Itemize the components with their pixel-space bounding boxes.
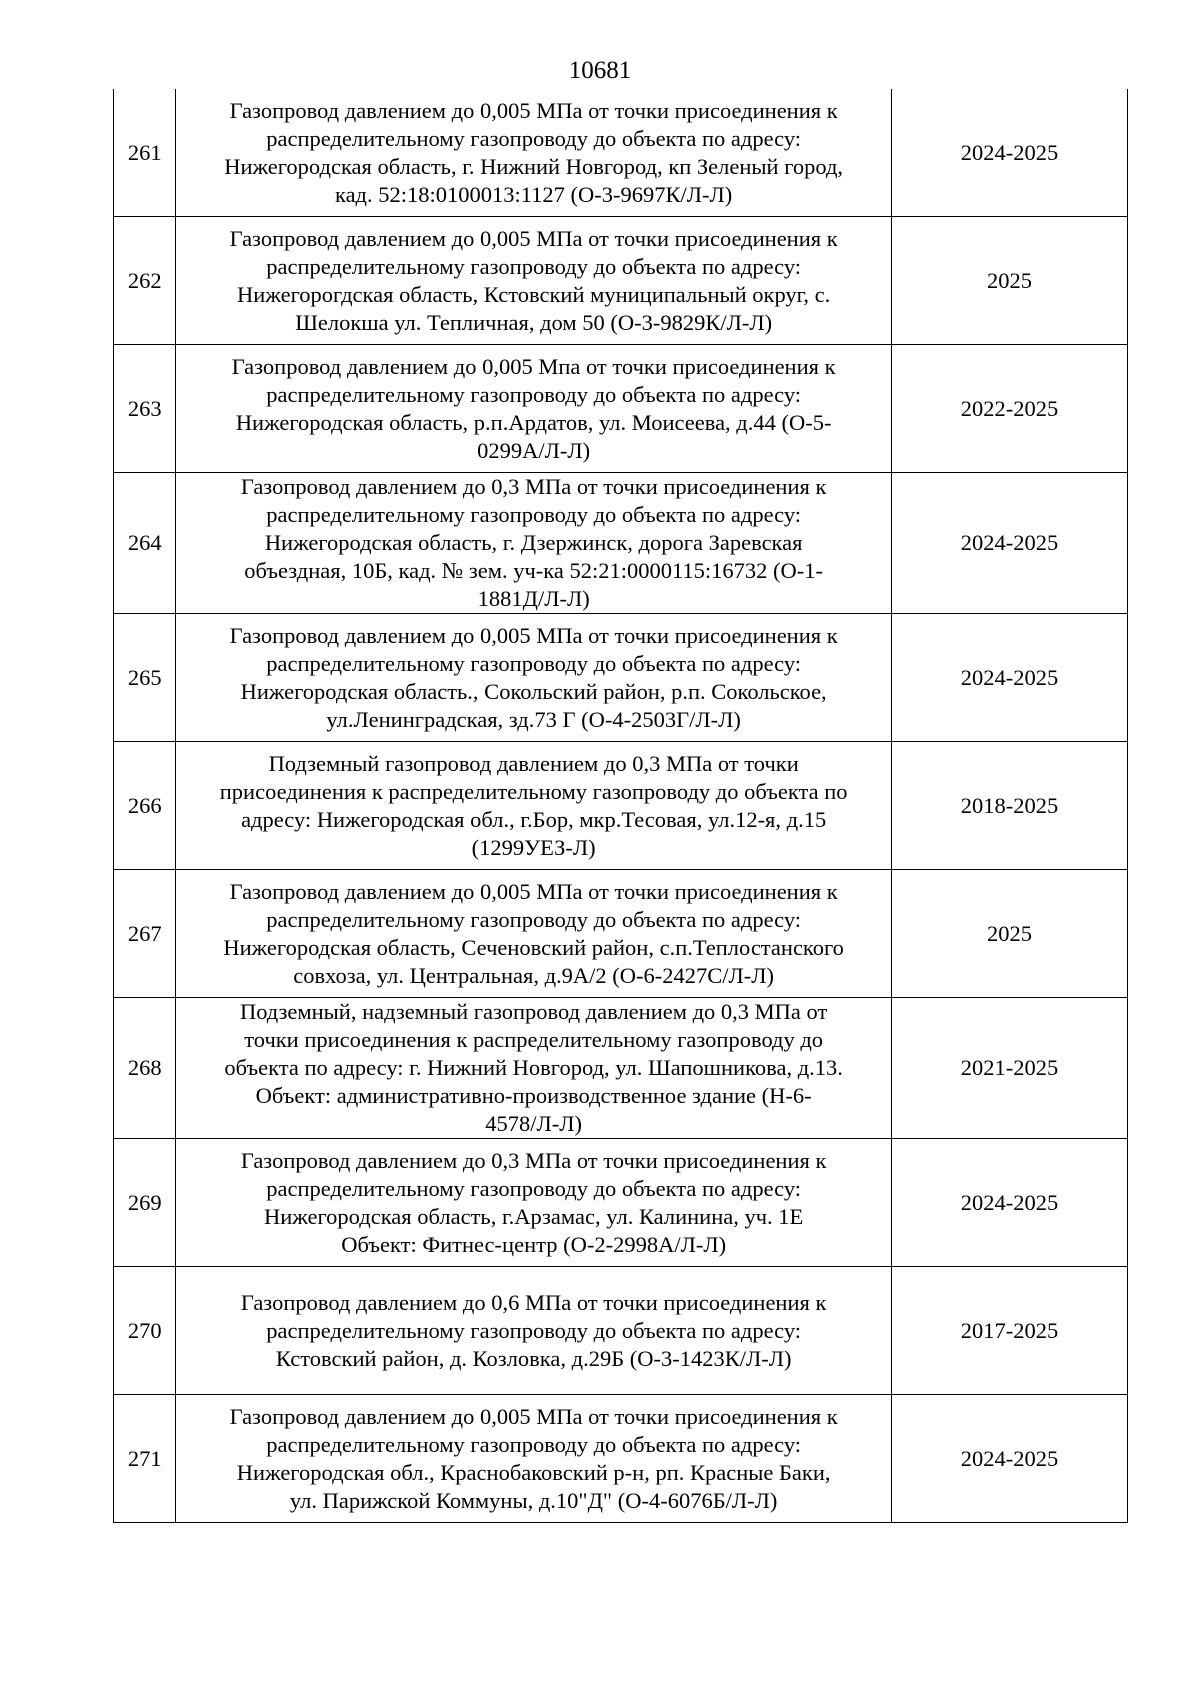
- row-period: 2025: [891, 217, 1127, 345]
- row-number: 267: [114, 870, 176, 998]
- table-row: [114, 1267, 1128, 1395]
- row-description: Газопровод давлением до 0,6 МПа от точки присоединения к распределительному газопроводу до объекта по адресу: Кстовский район, д. Козловка, д.29Б (О-3-1423К/Л-Л): [176, 1267, 892, 1395]
- table-row: [114, 614, 1128, 742]
- row-number: 263: [114, 345, 176, 473]
- row-period: 2024-2025: [891, 89, 1127, 217]
- page-number: 10681: [568, 57, 632, 84]
- row-period: 2024-2025: [891, 1139, 1127, 1267]
- gas-pipeline-table: [113, 89, 1128, 1523]
- row-period: 2017-2025: [891, 1267, 1127, 1395]
- table-row: [114, 89, 1128, 217]
- row-description: Газопровод давлением до 0,005 МПа от точки присоединения к распределительному газопроводу до объекта по адресу: Нижегорогдская область, Кстовский муниципальный округ, с. Шелокша ул. Тепличная, дом 50 (О-3-9829К/Л-Л): [176, 217, 892, 345]
- row-description: Газопровод давлением до 0,005 МПа от точки присоединения к распределительному газопроводу до объекта по адресу: Нижегородская область, г. Нижний Новгород, кп Зеленый город, кад. 52:18:0100013:1127 (О-3-9697К/Л-Л): [176, 89, 892, 217]
- row-description: Подземный, надземный газопровод давлением до 0,3 МПа от точки присоединения к распределительному газопроводу до объекта по адресу: г. Нижний Новгород, ул. Шапошникова, д.13. Объект: административно-производственное здание (Н-6- 4578/Л-Л): [176, 998, 892, 1139]
- row-period: 2021-2025: [891, 998, 1127, 1139]
- row-period: 2024-2025: [891, 473, 1127, 614]
- row-description: Газопровод давлением до 0,005 МПа от точки присоединения к распределительному газопроводу до объекта по адресу: Нижегородская область., Сокольский район, р.п. Сокольское, ул.Ленинградская, зд.73 Г (О-4-2503Г/Л-Л): [176, 614, 892, 742]
- table-row: [114, 1395, 1128, 1523]
- row-number: 271: [114, 1395, 176, 1523]
- row-number: 270: [114, 1267, 176, 1395]
- row-number: 265: [114, 614, 176, 742]
- table-row: [114, 217, 1128, 345]
- row-number: 261: [114, 89, 176, 217]
- table-row: [114, 1139, 1128, 1267]
- row-number: 264: [114, 473, 176, 614]
- row-period: 2022-2025: [891, 345, 1127, 473]
- row-description: Подземный газопровод давлением до 0,3 МПа от точки присоединения к распределительному газопроводу до объекта по адресу: Нижегородская обл., г.Бор, мкр.Тесовая, ул.12-я, д.15 (1299УЕЗ-Л): [176, 742, 892, 870]
- row-number: 266: [114, 742, 176, 870]
- table-row: [114, 345, 1128, 473]
- row-period: 2024-2025: [891, 614, 1127, 742]
- row-number: 269: [114, 1139, 176, 1267]
- row-description: Газопровод давлением до 0,005 МПа от точки присоединения к распределительному газопроводу до объекта по адресу: Нижегородская область, Сеченовский район, с.п.Теплостанского совхоза, ул. Центральная, д.9А/2 (О-6-2427С/Л-Л): [176, 870, 892, 998]
- row-description: Газопровод давлением до 0,3 МПа от точки присоединения к распределительному газопроводу до объекта по адресу: Нижегородская область, г. Дзержинск, дорога Заревская объездная, 10Б, кад. № зем. уч-ка 52:21:0000115:16732 (О-1- 1881Д/Л-Л): [176, 473, 892, 614]
- row-description: Газопровод давлением до 0,005 МПа от точки присоединения к распределительному газопроводу до объекта по адресу: Нижегородская обл., Краснобаковский р-н, рп. Красные Баки, ул. Парижской Коммуны, д.10"Д" (О-4-6076Б/Л-Л): [176, 1395, 892, 1523]
- row-period: 2024-2025: [891, 1395, 1127, 1523]
- table-row: [114, 742, 1128, 870]
- table-row: [114, 870, 1128, 998]
- row-period: 2018-2025: [891, 742, 1127, 870]
- table-row: [114, 473, 1128, 614]
- table-row: [114, 998, 1128, 1139]
- row-description: Газопровод давлением до 0,3 МПа от точки присоединения к распределительному газопроводу до объекта по адресу: Нижегородская область, г.Арзамас, ул. Калинина, уч. 1Е Объект: Фитнес-центр (О-2-2998А/Л-Л): [176, 1139, 892, 1267]
- row-period: 2025: [891, 870, 1127, 998]
- row-number: 262: [114, 217, 176, 345]
- row-description: Газопровод давлением до 0,005 Мпа от точки присоединения к распределительному газопроводу до объекта по адресу: Нижегородская область, р.п.Ардатов, ул. Моисеева, д.44 (О-5- 0299А/Л-Л): [176, 345, 892, 473]
- row-number: 268: [114, 998, 176, 1139]
